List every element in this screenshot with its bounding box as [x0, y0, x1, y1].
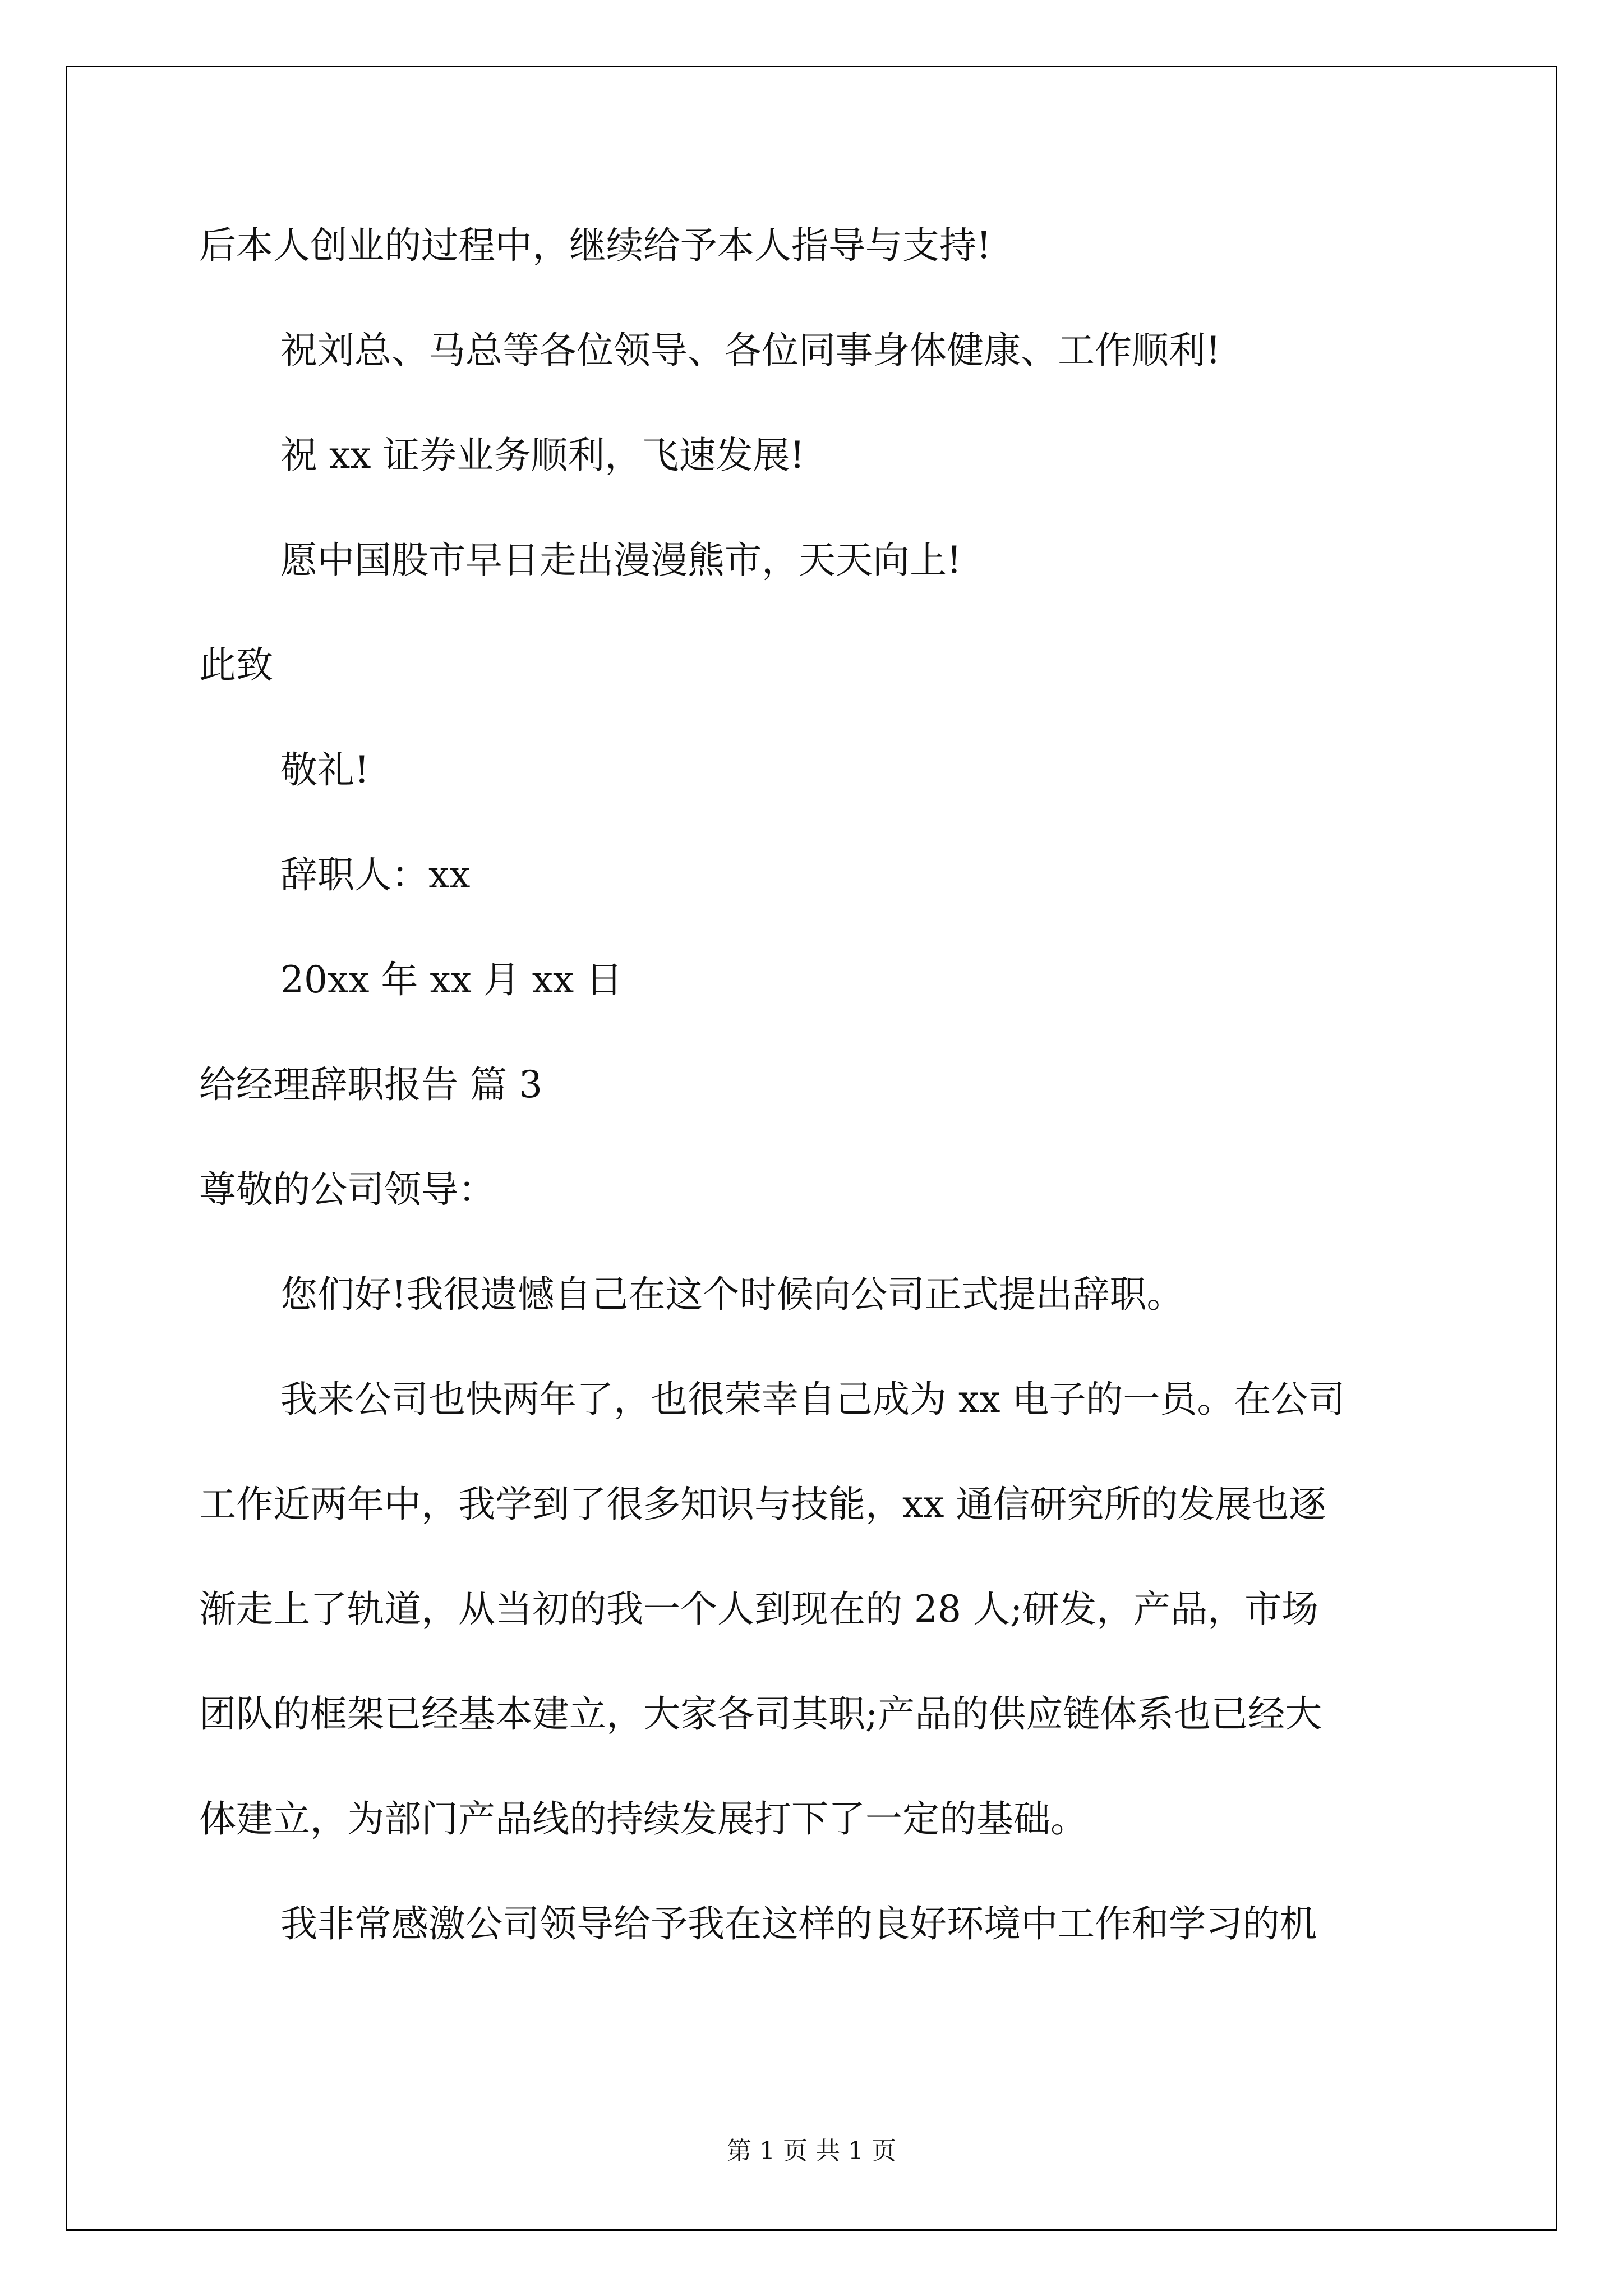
signature-line: 辞职人：xx [280, 853, 471, 896]
paragraph-line: 团队的框架已经基本建立，大家各司其职;产品的供应链体系也已经大 [199, 1692, 1322, 1736]
closing-regards: 敬礼! [280, 748, 370, 792]
paragraph-line: 愿中国股市早日走出漫漫熊市，天天向上! [280, 539, 962, 582]
page-footer: 第 1 页 共 1 页 [727, 2137, 896, 2165]
paragraph-line: 您们好!我很遗憾自己在这个时候向公司正式提出辞职。 [280, 1273, 1184, 1316]
paragraph-line: 工作近两年中，我学到了很多知识与技能，xx 通信研究所的发展也逐 [199, 1483, 1326, 1526]
date-line: 20xx 年 xx 月 xx 日 [280, 958, 623, 1001]
paragraph-line: 祝刘总、马总等各位领导、各位同事身体健康、工作顺利! [280, 329, 1221, 372]
paragraph-line: 我来公司也快两年了，也很荣幸自己成为 xx 电子的一员。在公司 [280, 1378, 1345, 1421]
paragraph-line: 后本人创业的过程中，继续给予本人指导与支持! [199, 224, 992, 267]
section-heading: 给经理辞职报告 篇 3 [199, 1063, 542, 1106]
paragraph-line: 祝 xx 证券业务顺利，飞速发展! [280, 434, 805, 477]
paragraph-line: 体建立，为部门产品线的持续发展打下了一定的基础。 [199, 1797, 1087, 1841]
closing-salutation: 此致 [199, 643, 273, 687]
paragraph-line: 渐走上了轨道，从当初的我一个人到现在的 28 人;研发，产品，市场 [199, 1588, 1319, 1631]
paragraph-line: 我非常感激公司领导给予我在这样的良好环境中工作和学习的机 [280, 1902, 1317, 1945]
greeting-line: 尊敬的公司领导： [199, 1168, 495, 1211]
